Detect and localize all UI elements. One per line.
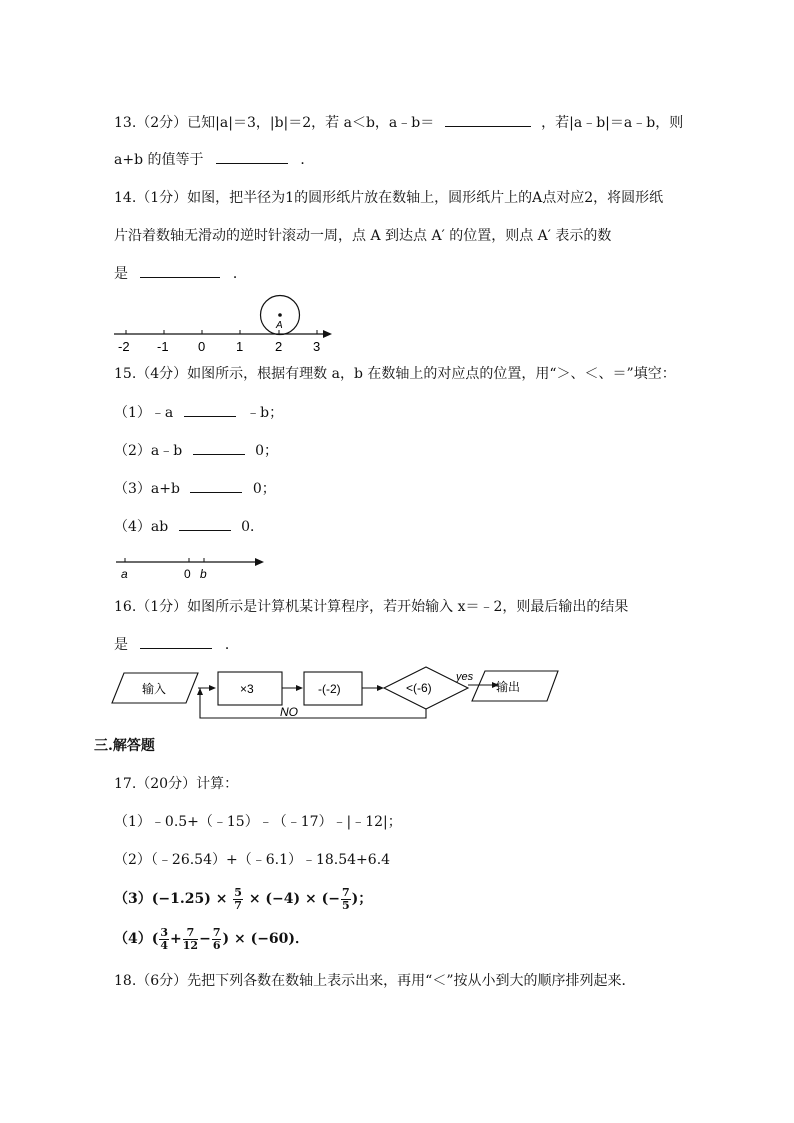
q17-part-3: [114, 885, 372, 913]
q15-item-text: （1）﹣a: [114, 405, 174, 421]
expr-text: )；: [351, 891, 373, 907]
q16-line2: [114, 634, 239, 655]
expr-text: （4）(: [114, 931, 159, 947]
q18-line1: 18.（6分）先把下列各数在数轴上表示出来，再用“＜”按从小到大的顺序排列起来．: [114, 973, 636, 989]
arrow-icon: [323, 330, 332, 338]
q16-line1: 16.（1分）如图所示是计算机某计算程序，若开始输入 x＝﹣2，则最后输出的结果: [114, 599, 629, 615]
flow-yes-label: yes: [456, 671, 474, 683]
q13-blank-2[interactable]: [216, 149, 288, 164]
label-0: 0: [184, 567, 191, 581]
fraction: $\frac{7}{12}$: [182, 925, 199, 952]
expr-text: −: [199, 931, 211, 947]
q15-item-1: [114, 402, 283, 423]
tick-label: 1: [236, 339, 244, 354]
q14-line1: 14.（1分）如图，把半径为1的圆形纸片放在数轴上，圆形纸片上的A点对应2，将圆形纸: [114, 190, 664, 206]
q14-number-line-figure: [110, 290, 340, 356]
q13-text-a: 13.（2分）已知|a|＝3，|b|＝2，若 a＜b，a﹣b＝: [114, 115, 435, 131]
q17-part-2: （2）（﹣26.54）+（﹣6.1）﹣18.54+6.4: [114, 852, 391, 868]
q13-text-d: ．: [300, 152, 315, 168]
label-b: b: [200, 567, 207, 581]
q14-line2: 片沿着数轴无滑动的逆时针滚动一周，点 A 到达点 A′ 的位置，则点 A′ 表示的数: [114, 228, 612, 244]
q15-item-text: ﹣b；: [246, 405, 284, 421]
q15-number-line-figure: [112, 552, 272, 584]
q13-text-c: a+b 的值等于: [114, 152, 204, 168]
fraction: $\frac{7}{6}$: [212, 925, 221, 952]
tick-label: -1: [157, 339, 169, 354]
tick-label: 2: [275, 339, 283, 354]
arrow-icon: [296, 685, 303, 691]
expr-text: ) × (−60)．: [222, 931, 310, 947]
q15-blank-3[interactable]: [190, 478, 242, 493]
q17-intro: 17.（20分）计算：: [114, 776, 239, 792]
q15-intro: 15.（4分）如图所示，根据有理数 a，b 在数轴上的对应点的位置，用“＞、＜、＝”填空：: [114, 366, 676, 382]
q15-blank-4[interactable]: [179, 516, 231, 531]
q15-item-text: （2）a﹣b: [114, 443, 183, 459]
circle-center-dot: [278, 313, 282, 317]
q16-blank[interactable]: [140, 634, 212, 649]
q14-text-b: ．: [232, 266, 247, 282]
q15-item-text: 0；: [252, 481, 276, 497]
arrow-icon: [209, 685, 216, 691]
flow-no-label: NO: [280, 705, 298, 719]
q14-blank[interactable]: [140, 263, 220, 278]
q15-item-4: [114, 516, 264, 537]
tick-label: 3: [313, 339, 321, 354]
expr-text: （3）(−1.25) ×: [114, 891, 228, 907]
label-a: a: [121, 567, 128, 581]
q15-item-text: （4）ab: [114, 519, 169, 535]
tick-label: -2: [118, 339, 130, 354]
section-title: 三.解答题: [94, 738, 155, 754]
q15-blank-1[interactable]: [184, 402, 236, 417]
q15-item-3: [114, 478, 276, 499]
q13-line1: [114, 112, 683, 133]
tick-label: 0: [198, 339, 206, 354]
q15-blank-2[interactable]: [193, 440, 245, 455]
q16-text-b: ．: [224, 637, 239, 653]
q14-line3: [114, 263, 247, 284]
fraction: $\frac{3}{4}$: [160, 925, 169, 952]
q13-text-b: ，若|a﹣b|＝a﹣b，则: [541, 115, 684, 131]
flow-step2-label: -(-2): [318, 682, 341, 696]
flow-decision-label: <(-6): [406, 681, 432, 695]
fraction: $\frac{5}{7}$: [234, 885, 242, 912]
flow-output-label: 输出: [496, 680, 521, 694]
flow-input-label: 输入: [142, 682, 167, 696]
q15-item-text: 0；: [255, 443, 279, 459]
q16-flowchart: [110, 663, 560, 721]
arrow-icon: [197, 688, 203, 695]
arrow-icon: [255, 558, 264, 566]
expr-text: +: [170, 931, 182, 947]
q17-part-4: [114, 925, 309, 953]
q15-item-text: （3）a+b: [114, 481, 180, 497]
q13-line2: [114, 149, 314, 170]
point-a-label: A: [276, 320, 283, 331]
q13-blank-1[interactable]: [445, 112, 531, 127]
q15-item-text: 0．: [241, 519, 265, 535]
fraction: $\frac{7}{5}$: [342, 885, 350, 912]
q14-text-a: 是: [114, 266, 128, 282]
expr-text: × (−4) × (−: [248, 891, 340, 907]
q16-text-a: 是: [114, 637, 128, 653]
flow-step1-label: ×3: [240, 682, 254, 696]
q15-item-2: [114, 440, 278, 461]
q17-part-1: （1）﹣0.5+（﹣15）﹣（﹣17）﹣|﹣12|；: [114, 814, 402, 830]
